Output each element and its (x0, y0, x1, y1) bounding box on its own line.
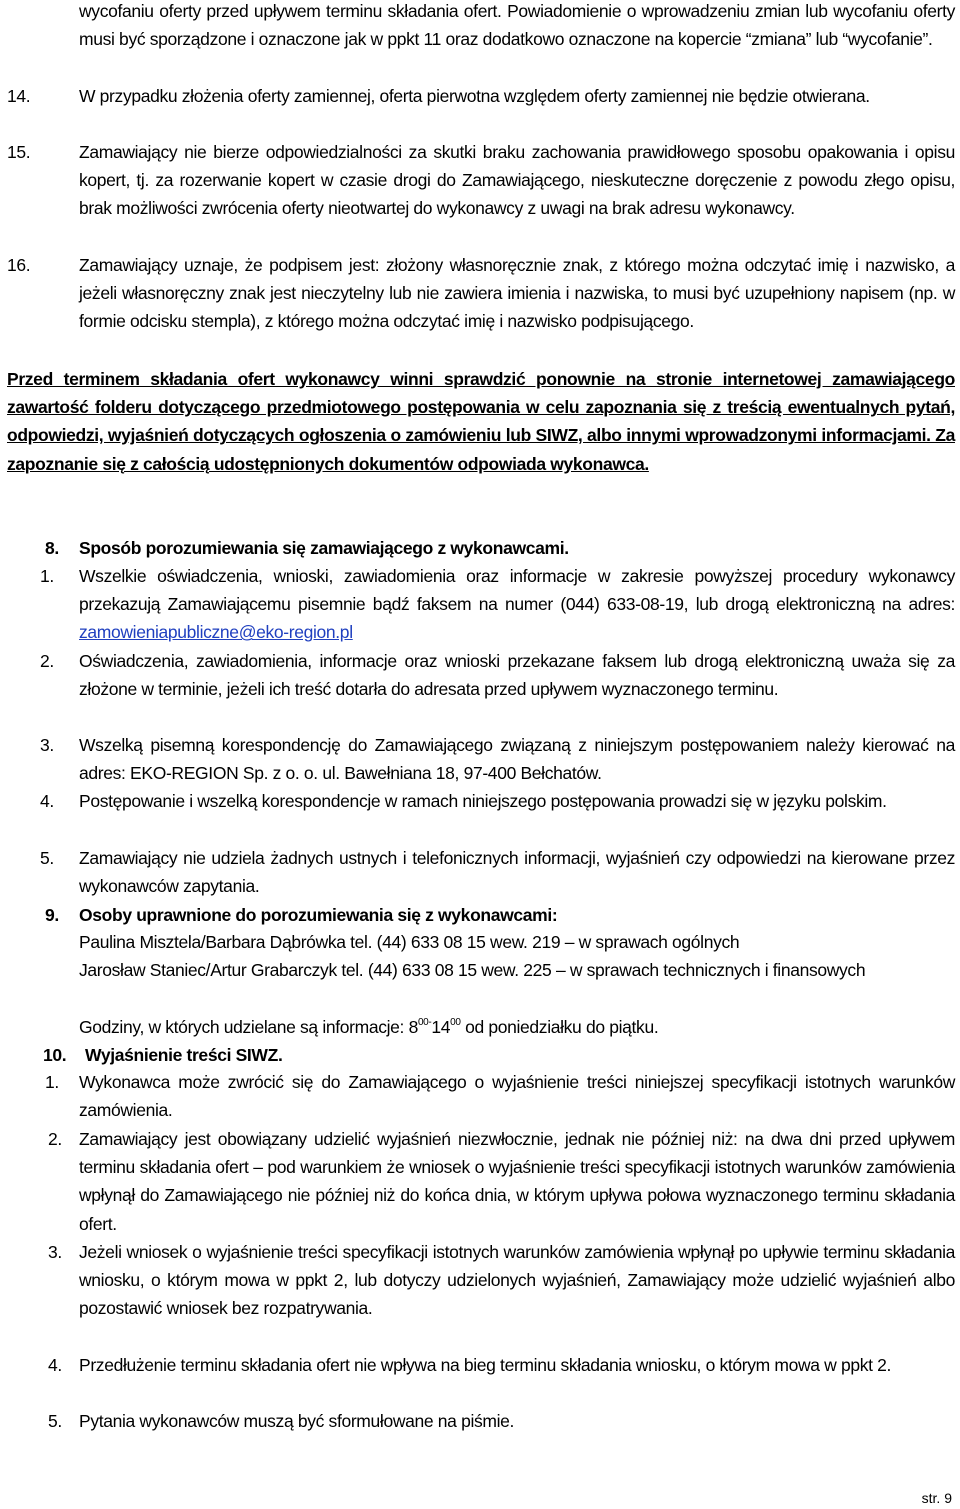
item-text-body: Wszelkie oświadczenia, wnioski, zawiadomienia oraz informacje w zakresie powyższej procedury wykonawcy przekazują Zamawiającemu pisemnie bądź faksem na numer (044) 633-08-19, lub drogą elektroniczną na adres: (79, 566, 955, 615)
item-number: 4. (48, 1355, 62, 1375)
item-number: 14. (7, 86, 31, 106)
section-9-number: 9. (45, 905, 59, 925)
contact-line: Paulina Misztela/Barbara Dąbrówka tel. (44) 633 08 15 wew. 219 – w sprawach ogólnych (79, 932, 740, 952)
item-text: Zamawiający nie udziela żadnych ustnych i telefonicznych informacji, wyjaśnień czy odpowiedzi na kierowane przez wykonawców zapytania. (79, 848, 955, 897)
section-10-title: Wyjaśnienie treści SIWZ. (85, 1045, 283, 1065)
item-number: 3. (48, 1242, 62, 1262)
item-number: 3. (40, 735, 54, 755)
hours-prefix: Godziny, w których udzielane są informacje: 8 (79, 1017, 418, 1037)
item-number: 1. (45, 1072, 59, 1092)
item-number: 2. (40, 651, 54, 671)
hours-mid: 14 (431, 1017, 451, 1037)
item-text: W przypadku złożenia oferty zamiennej, oferta pierwotna względem oferty zamiennej nie będzie otwierana. (79, 86, 870, 106)
section-10-number: 10. (43, 1045, 67, 1065)
item-number: 5. (40, 848, 54, 868)
item-text: Jeżeli wniosek o wyjaśnienie treści specyfikacji istotnych warunków zamówienia wpłynął po upływie terminu składania wniosku, o którym mowa w ppkt 2, lub dotyczy udzielonych wyjaśnień, Zamawiający może udzielić wyjaśnień albo pozostawić wniosek bez rozpatrywania. (79, 1242, 955, 1319)
item-number: 15. (7, 142, 31, 162)
item-text: Pytania wykonawców muszą być sformułowane na piśmie. (79, 1411, 515, 1431)
section-8-number: 8. (45, 538, 59, 558)
item-number: 16. (7, 255, 31, 275)
item-text: Zamawiający nie bierze odpowiedzialności za skutki braku zachowania prawidłowego sposobu opakowania i opisu kopert, tj. za rozerwanie kopert w czasie drogi do Zamawiającego, nieskuteczne doręczenie z powodu złego opisu, brak możliwości zwrócenia oferty nieotwartej do wykonawcy z uwagi na brak adresu wykonawcy. (79, 142, 955, 219)
item-number: 2. (48, 1129, 62, 1149)
hours-sup: 00- (417, 1017, 432, 1028)
page-number: str. 9 (921, 1490, 952, 1506)
hours-suffix: od poniedziałku do piątku. (460, 1017, 659, 1037)
item-text (79, 562, 955, 647)
item-text: Wszelką pisemną korespondencję do Zamawiającego związaną z niniejszym postępowaniem należy kierować na adres: EKO-REGION Sp. z o. o. ul. Bawełniana 18, 97-400 Bełchatów. (79, 735, 955, 784)
contact-line: Jarosław Staniec/Artur Grabarczyk tel. (44) 633 08 15 wew. 225 – w sprawach technicznych i finansowych (79, 960, 866, 980)
item-text: Przedłużenie terminu składania ofert nie wpływa na bieg terminu składania wniosku, o którym mowa w ppkt 2. (79, 1355, 892, 1375)
email-link[interactable]: zamowieniapubliczne@eko-region.pl (79, 622, 353, 643)
item-text: Postępowanie i wszelką korespondencje w ramach niniejszego postępowania prowadzi się w języku polskim. (79, 791, 887, 811)
notice-paragraph: Przed terminem składania ofert wykonawcy winni sprawdzić ponownie na stronie internetowej zamawiającego zawartość folderu dotyczącego przedmiotowego postępowania w celu zapoznania się z treścią ewentualnych pytań, odpowiedzi, wyjaśnień dotyczących ogłoszenia o zamówieniu lub SIWZ, albo innymi wprowadzonymi informacjami. Za zapoznanie się z całością udostępnionych dokumentów odpowiada wykonawca. (7, 369, 955, 474)
item-text: Wykonawca może zwrócić się do Zamawiającego o wyjaśnienie treści niniejszej specyfikacji istotnych warunków zamówienia. (79, 1072, 955, 1121)
section-9-title: Osoby uprawnione do porozumiewania się z wykonawcami: (79, 905, 558, 925)
item-text: Zamawiający jest obowiązany udzielić wyjaśnień niezwłocznie, jednak nie później niż: na dwa dni przed upływem terminu składania ofert – pod warunkiem że wniosek o wyjaśnienie treści specyfikacji istotnych warunków zamówienia wpłynął do Zamawiającego nie później niż do końca dnia, w którym upływa połowa wyznaczonego terminu składania ofert. (79, 1129, 955, 1234)
section-8-title: Sposób porozumiewania się zamawiającego z wykonawcami. (79, 538, 569, 558)
item-text: Oświadczenia, zawiadomienia, informacje oraz wnioski przekazane faksem lub drogą elektroniczną uważa się za złożone w terminie, jeżeli ich treść dotarła do adresata przed upływem wyznaczonego terminu. (79, 651, 955, 700)
item-number: 5. (48, 1411, 62, 1431)
hours-sup: 00 (450, 1017, 461, 1028)
item-text: Zamawiający uznaje, że podpisem jest: złożony własnoręcznie znak, z którego można odczytać imię i nazwisko, a jeżeli własnoręczny znak jest nieczytelny lub nie zawiera imienia i nazwiska, to musi być uzupełniony napisem (np. w formie odcisku stempla), z którego można odczytać imię i nazwisko podpisującego. (79, 255, 955, 332)
item-number: 1. (40, 566, 54, 586)
intro-paragraph: wycofaniu oferty przed upływem terminu składania ofert. Powiadomienie o wprowadzeniu zmian lub wycofaniu oferty musi być sporządzone i oznaczone jak w ppkt 11 oraz dodatkowo oznaczone na kopercie “zmiana” lub “wycofanie”. (79, 1, 955, 50)
office-hours (79, 1013, 955, 1041)
item-number: 4. (40, 791, 54, 811)
